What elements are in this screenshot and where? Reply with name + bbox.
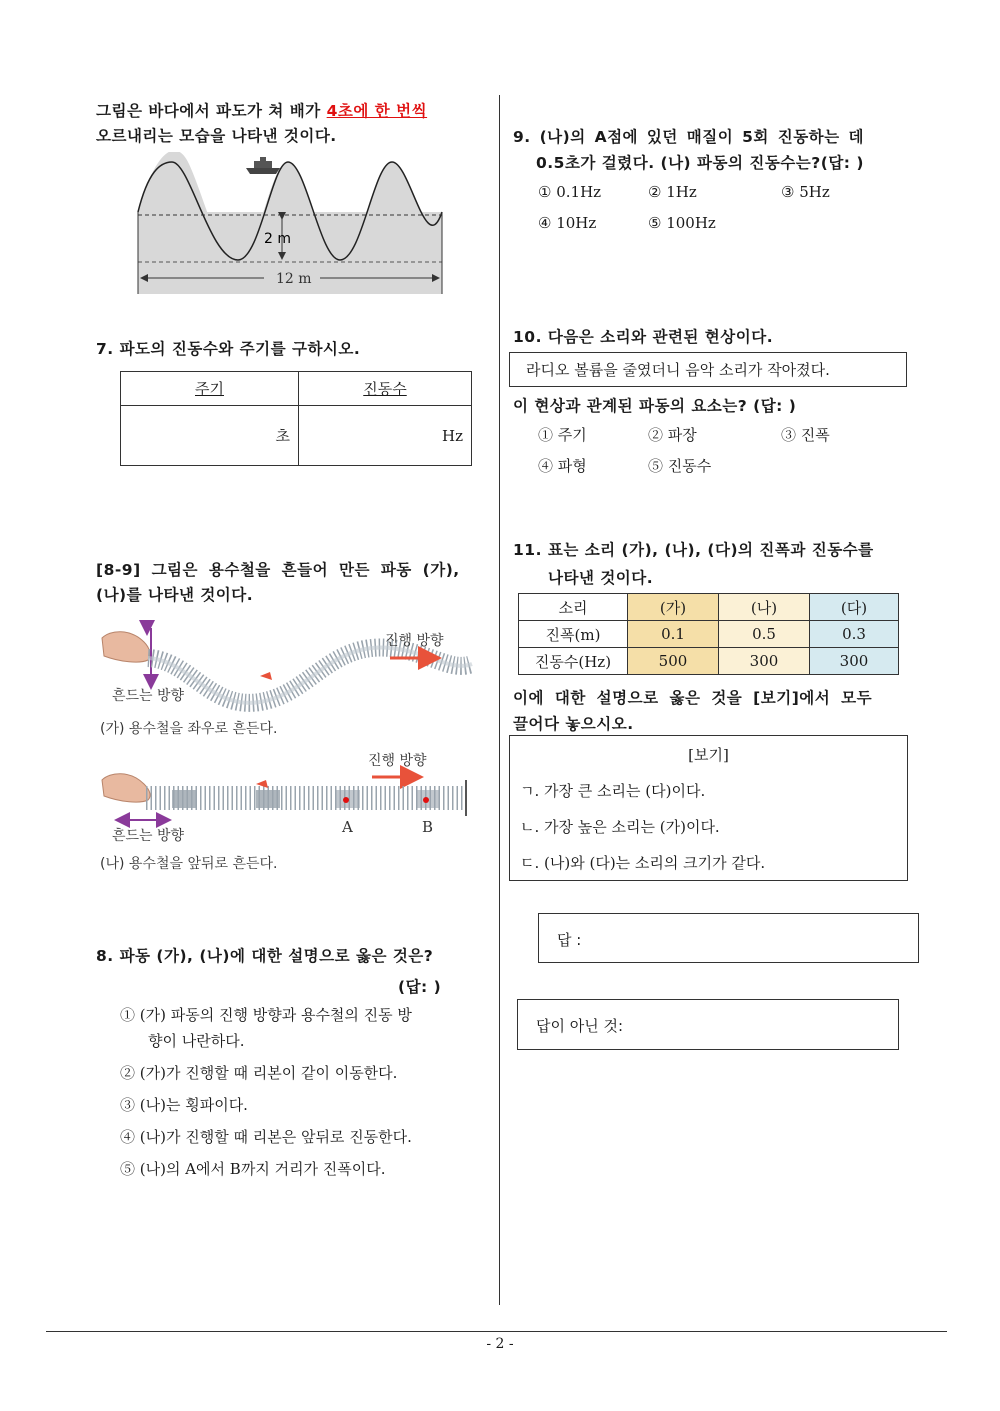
q11-row-label: 진폭(m) bbox=[519, 621, 628, 648]
q11-cell: 300 bbox=[719, 648, 810, 675]
q9-choice-2[interactable]: ② 1Hz bbox=[648, 183, 697, 201]
q9-choice-5[interactable]: ⑤ 100Hz bbox=[648, 214, 716, 232]
q11-cell: 0.5 bbox=[719, 621, 810, 648]
page-number: - 2 - bbox=[486, 1336, 514, 1352]
fig-a-direction-label: 진행 방향 bbox=[385, 633, 444, 649]
q11-cell: 0.3 bbox=[810, 621, 899, 648]
wave-figure bbox=[130, 152, 450, 302]
point-b-label: B bbox=[422, 818, 434, 836]
q10-choice-5[interactable]: ⑤ 진동수 bbox=[648, 457, 712, 475]
q11-bogi-item-1[interactable]: ㄱ. 가장 큰 소리는 (다)이다. bbox=[520, 782, 706, 800]
q11-row-label: 진동수(Hz) bbox=[519, 648, 628, 675]
q11-instr2: 끌어다 놓으시오. bbox=[513, 715, 634, 733]
q7-period-header: 주기 bbox=[121, 372, 299, 406]
column-divider bbox=[499, 95, 500, 1305]
q8-choice-5[interactable]: ⑤ (나)의 A에서 B까지 거리가 진폭이다. bbox=[120, 1160, 386, 1178]
q11-bogi-item-3[interactable]: ㄷ. (나)와 (다)는 소리의 크기가 같다. bbox=[520, 854, 766, 872]
q89-intro-line2: (나)를 나타낸 것이다. bbox=[96, 586, 254, 604]
q10-choice-3[interactable]: ③ 진폭 bbox=[781, 426, 830, 444]
q11-bogi-box bbox=[509, 735, 908, 881]
point-a-label: A bbox=[342, 818, 353, 836]
point-b-marker bbox=[423, 797, 429, 803]
q11-cell: 0.1 bbox=[628, 621, 719, 648]
q9-choice-4[interactable]: ④ 10Hz bbox=[538, 214, 597, 232]
q11-cell: 300 bbox=[810, 648, 899, 675]
width-label: 12 m bbox=[276, 271, 312, 287]
compression-1 bbox=[172, 790, 196, 808]
ribbon-marker bbox=[260, 672, 272, 680]
q9-line1: 9. (나)의 A점에 있던 매질이 5회 진동하는 데 bbox=[513, 128, 864, 146]
fig-b-caption: (나) 용수철을 앞뒤로 흔든다. bbox=[100, 856, 278, 872]
q8-choice-3[interactable]: ③ (나)는 횡파이다. bbox=[120, 1096, 248, 1114]
fig-b-direction-label: 진행 방향 bbox=[368, 753, 427, 769]
footer-divider bbox=[46, 1331, 947, 1332]
amplitude-label: 2 m bbox=[264, 231, 291, 247]
hand-icon bbox=[102, 774, 150, 802]
q8-choice-1[interactable]: ① (가) 파동의 진행 방향과 용수철의 진동 방 bbox=[120, 1006, 412, 1024]
q10-question: 이 현상과 관계된 파동의 요소는? (답: ) bbox=[513, 397, 797, 415]
q11-line1: 11. 표는 소리 (가), (나), (다)의 진폭과 진동수를 bbox=[513, 541, 874, 559]
q11-line2: 나타낸 것이다. bbox=[548, 569, 654, 587]
q11-bogi-item-2[interactable]: ㄴ. 가장 높은 소리는 (가)이다. bbox=[520, 818, 720, 836]
point-a-marker bbox=[343, 797, 349, 803]
fig-b-shake-label: 흔드는 방향 bbox=[112, 828, 185, 844]
q7-title: 7. 파도의 진동수와 주기를 구하시오. bbox=[96, 340, 361, 358]
intro-line1 bbox=[96, 99, 427, 121]
q10-title: 10. 다음은 소리와 관련된 현상이다. bbox=[513, 328, 774, 346]
q8-choice-1-cont: 향이 나란하다. bbox=[148, 1032, 245, 1050]
q8-answer-blank[interactable]: (답: ) bbox=[398, 978, 442, 996]
fig-a-shake-label: 흔드는 방향 bbox=[112, 688, 185, 704]
spring-figure-b bbox=[100, 750, 480, 875]
q8-title: 8. 파동 (가), (나)에 대한 설명으로 옳은 것은? bbox=[96, 947, 434, 965]
q7-answer-table bbox=[120, 371, 472, 466]
spring-figure-a bbox=[100, 620, 480, 740]
q7-frequency-header: 진동수 bbox=[299, 372, 472, 406]
q10-choice-2[interactable]: ② 파장 bbox=[648, 426, 697, 444]
q10-choice-1[interactable]: ① 주기 bbox=[538, 426, 587, 444]
intro-line2: 오르내리는 모습을 나타낸 것이다. bbox=[96, 127, 337, 145]
q10-choice-4[interactable]: ④ 파형 bbox=[538, 457, 587, 475]
q10-box-text: 라디오 볼륨을 줄였더니 음악 소리가 작아졌다. bbox=[526, 361, 830, 379]
q11-header-da: (다) bbox=[810, 594, 899, 621]
fig-a-caption: (가) 용수철을 좌우로 흔든다. bbox=[100, 721, 278, 737]
q10-box bbox=[509, 352, 907, 387]
q9-choice-3[interactable]: ③ 5Hz bbox=[781, 183, 830, 201]
intro-highlight: 4초에 한 번씩 bbox=[326, 102, 428, 120]
ribbon-marker bbox=[256, 780, 268, 788]
q9-choice-1[interactable]: ① 0.1Hz bbox=[538, 183, 602, 201]
q11-cell: 500 bbox=[628, 648, 719, 675]
q11-answer-dropzone[interactable] bbox=[538, 913, 919, 963]
q11-header-sound: 소리 bbox=[519, 594, 628, 621]
ship-icon bbox=[246, 157, 280, 174]
compression-2 bbox=[256, 790, 280, 808]
q8-choice-2[interactable]: ② (가)가 진행할 때 리본이 같이 이동한다. bbox=[120, 1064, 398, 1082]
q11-bogi-title: [보기] bbox=[688, 746, 729, 764]
q11-instr1: 이에 대한 설명으로 옳은 것을 [보기]에서 모두 bbox=[513, 689, 873, 707]
q11-header-ga: (가) bbox=[628, 594, 719, 621]
q11-header-na: (나) bbox=[719, 594, 810, 621]
q11-answer-label: 답 : bbox=[557, 931, 582, 949]
q9-line2: 0.5초가 걸렸다. (나) 파동의 진동수는?(답: ) bbox=[536, 154, 864, 172]
hand-icon bbox=[102, 632, 150, 662]
q11-not-answer-label: 답이 아닌 것: bbox=[536, 1017, 624, 1035]
q11-data-table bbox=[518, 593, 899, 675]
q11-not-answer-dropzone[interactable] bbox=[517, 999, 899, 1050]
q89-intro-line1: [8-9] 그림은 용수철을 흔들어 만든 파동 (가), bbox=[96, 561, 460, 579]
q8-choice-4[interactable]: ④ (나)가 진행할 때 리본은 앞뒤로 진동한다. bbox=[120, 1128, 412, 1146]
q7-period-cell[interactable]: 초 bbox=[121, 406, 299, 466]
q7-frequency-cell[interactable]: Hz bbox=[299, 406, 472, 466]
intro-line1-prefix: 그림은 바다에서 파도가 쳐 배가 bbox=[96, 102, 327, 120]
